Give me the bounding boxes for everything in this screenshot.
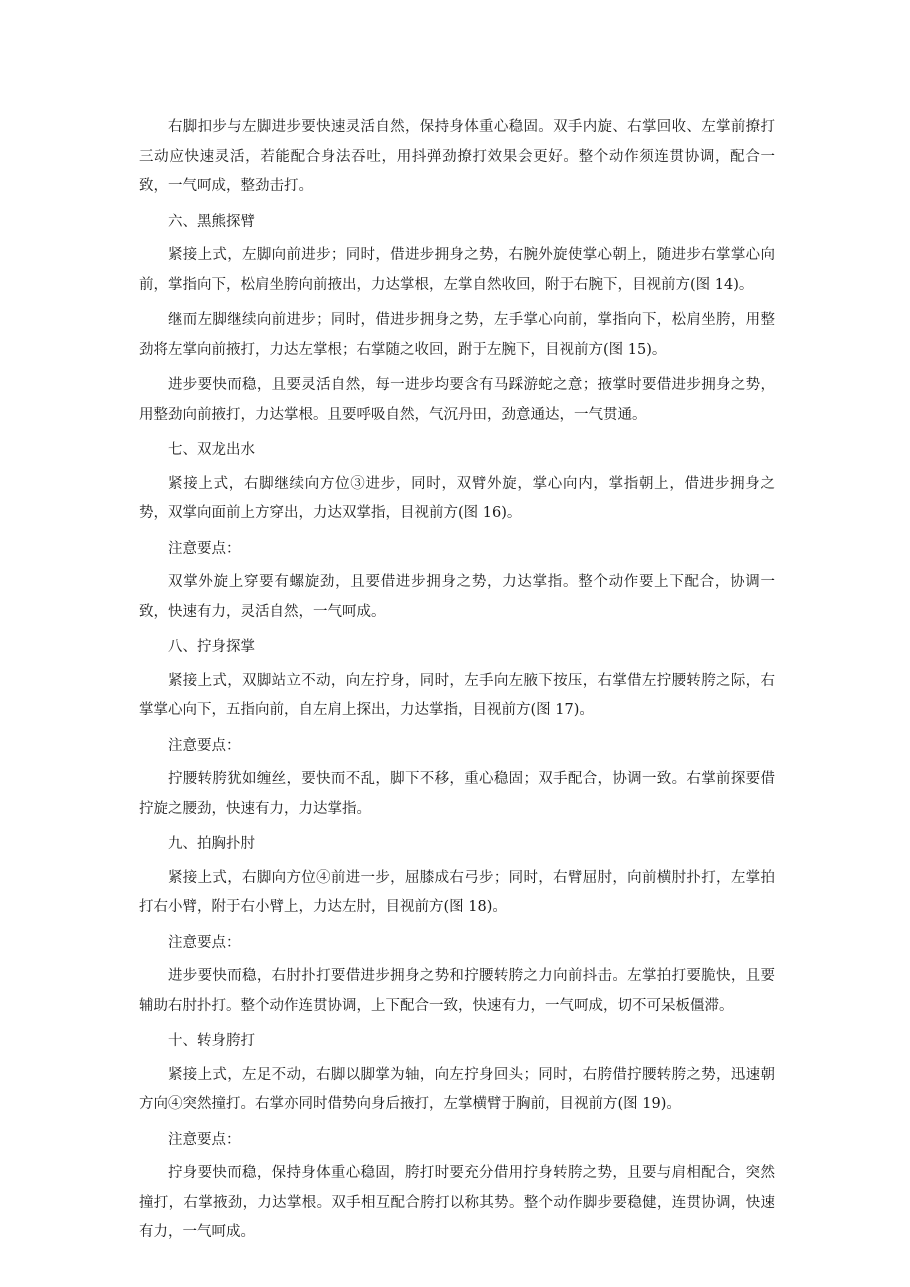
key-points-heading: 注意要点：: [168, 540, 241, 557]
section-heading: 九、拍胸扑肘: [168, 836, 255, 852]
paragraph-body: 拧身要快而稳，保持身体重心稳固，胯打时要充分借用拧身转胯之势，且要与肩相配合，突然撞打，右掌掖劲，力达掌根。双手相互配合胯打以称其势。整个动作脚步要稳健，连贯协调，快速有力，一气呵成。: [139, 1165, 775, 1240]
paragraph-body: 紧接上式，右脚继续向方位③进步，同时，双臂外旋，掌心向内，掌指朝上，借进步拥身之势，双掌向面前上方穿出，力达双掌指，目视前方(图 16)。: [139, 475, 775, 521]
paragraph-body: 双掌外旋上穿要有螺旋劲，且要借进步拥身之势，力达掌指。整个动作要上下配合，协调一致，快速有力，灵活自然，一气呵成。: [139, 574, 775, 620]
section-heading: 六、黑熊探臂: [168, 213, 255, 230]
paragraph-body: 进步要快而稳，且要灵活自然，每一进步均要含有马踩游蛇之意；掖掌时要借进步拥身之势，用整劲向前掖打，力达掌根。且要呼吸自然，气沉丹田，劲意通达，一气贯通。: [139, 377, 775, 423]
paragraph-body: 紧接上式，左足不动，右脚以脚掌为轴，向左拧身回头；同时，右胯借拧腰转胯之势，迅速朝方向④突然撞打。右掌亦同时借势向身后掖打，左掌横臂于胸前，目视前方(图 19)。: [139, 1066, 775, 1112]
paragraph-body: 右脚扣步与左脚进步要快速灵活自然，保持身体重心稳固。双手内旋、右掌回收、左掌前撩打三动应快速灵活，若能配合身法吞吐，用抖弹劲撩打效果会更好。整个动作须连贯协调，配合一致，一气呵成，整劲击打。: [139, 119, 775, 194]
paragraph-body: 拧腰转胯犹如缠丝，要快而不乱，脚下不移，重心稳固；双手配合，协调一致。右掌前探要借拧旋之腰劲，快速有力，力达掌指。: [139, 771, 775, 817]
paragraph-body: 紧接上式，双脚站立不动，向左拧身，同时，左手向左腋下按压，右掌借左拧腰转胯之际，右掌掌心向下，五指向前，自左肩上探出，力达掌指，目视前方(图 17)。: [139, 672, 775, 718]
key-points-heading: 注意要点：: [168, 934, 241, 951]
paragraph-body: 紧接上式，左脚向前进步；同时，借进步拥身之势，右腕外旋使掌心朝上，随进步右掌掌心向前，掌指向下，松肩坐胯向前掖出，力达掌根，左掌自然收回，附于右腕下，目视前方(图 14)。: [139, 247, 775, 293]
section-heading: 十、转身胯打: [168, 1033, 255, 1049]
section-heading: 八、拧身探掌: [168, 639, 255, 655]
key-points-heading: 注意要点：: [168, 737, 241, 754]
paragraph-body: 继而左脚继续向前进步；同时，借进步拥身之势，左手掌心向前，掌指向下，松肩坐胯，用整劲将左掌向前掖打，力达左掌根；右掌随之收回，跗于左腕下，目视前方(图 15)。: [139, 312, 775, 358]
document-page: [139, 113, 775, 1254]
section-heading: 七、双龙出水: [168, 442, 255, 458]
key-points-heading: 注意要点：: [168, 1131, 241, 1148]
paragraph-body: 进步要快而稳，右肘扑打要借进步拥身之势和拧腰转胯之力向前抖击。左掌拍打要脆快，且要辅助右肘扑打。整个动作连贯协调，上下配合一致，快速有力，一气呵成，切不可呆板僵滞。: [139, 968, 775, 1014]
paragraph-body: 紧接上式，右脚向方位④前进一步，屈膝成右弓步；同时，右臂屈肘，向前横肘扑打，左掌拍打右小臂，附于右小臂上，力达左肘，目视前方(图 18)。: [139, 869, 775, 915]
